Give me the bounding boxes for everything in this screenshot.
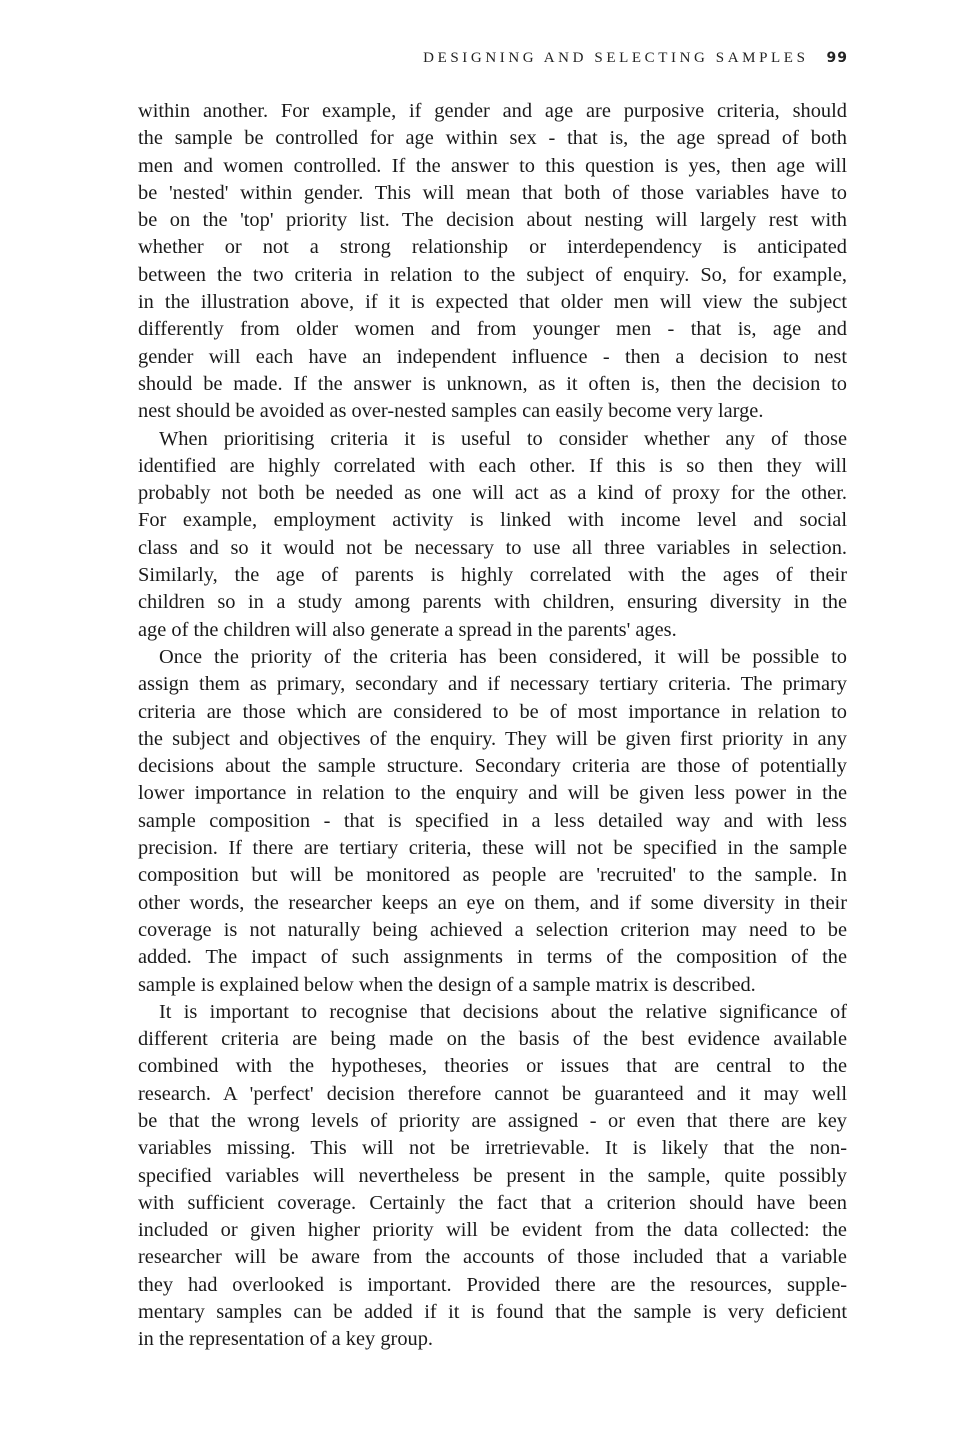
text-line: For example, employment activity is linked with income level and social bbox=[138, 509, 847, 532]
text-line: precision. If there are tertiary criteria, these will not be specified in the sample bbox=[138, 837, 847, 860]
text-line: sample composition - that is specified in a less detailed way and with less bbox=[138, 809, 847, 832]
text-line: researcher will be aware from the accounts of those included that a variable bbox=[138, 1246, 847, 1269]
text-line: between the two criteria in relation to the subject of enquiry. So, for example, bbox=[138, 263, 847, 286]
text-line: class and so it would not be necessary to use all three variables in selection. bbox=[138, 536, 847, 559]
text-line: should be made. If the answer is unknown, as it often is, then the decision to bbox=[138, 372, 847, 395]
text-line: Similarly, the age of parents is highly correlated with the ages of their bbox=[138, 564, 847, 587]
text-line: gender will each have an independent influence - then a decision to nest bbox=[138, 345, 847, 368]
running-head-title: DESIGNING AND SELECTING SAMPLES bbox=[423, 50, 809, 66]
running-head bbox=[423, 50, 848, 67]
text-line: Once the priority of the criteria has been considered, it will be possible to bbox=[159, 645, 847, 668]
text-line: probably not both be needed as one will act as a kind of proxy for the other. bbox=[138, 482, 847, 505]
text-line: age of the children will also generate a spread in the parents' ages. bbox=[138, 618, 677, 641]
text-line: added. The impact of such assignments in terms of the composition of the bbox=[138, 946, 847, 969]
text-line: within another. For example, if gender and age are purposive criteria, should bbox=[138, 100, 847, 122]
paragraph-2 bbox=[138, 426, 847, 644]
text-line: decisions about the sample structure. Secondary criteria are those of potentially bbox=[138, 755, 847, 778]
text-line: men and women controlled. If the answer to this question is yes, then age will bbox=[138, 154, 847, 177]
text-line: composition but will be monitored as people are 'recruited' to the sample. In bbox=[138, 864, 847, 887]
text-line: the sample be controlled for age within sex - that is, the age spread of both bbox=[138, 127, 847, 150]
text-line: whether or not a strong relationship or interdependency is anticipated bbox=[138, 236, 847, 259]
text-line: identified are highly correlated with each other. If this is so then they will bbox=[138, 454, 847, 477]
page-number: 99 bbox=[826, 50, 848, 66]
text-line: lower importance in relation to the enquiry and will be given less power in the bbox=[138, 782, 847, 805]
text-line: specified variables will nevertheless be present in the sample, quite possibly bbox=[138, 1164, 847, 1187]
text-line: be 'nested' within gender. This will mean that both of those variables have to bbox=[138, 181, 847, 204]
text-line: the subject and objectives of the enquiry. They will be given first priority in any bbox=[138, 727, 847, 750]
text-line: criteria are those which are considered to be of most importance in relation to bbox=[138, 700, 847, 723]
text-line: in the representation of a key group. bbox=[138, 1328, 433, 1351]
paragraph-3 bbox=[138, 644, 847, 999]
text-line: included or given higher priority will be evident from the data collected: the bbox=[138, 1219, 847, 1242]
text-line: other words, the researcher keeps an eye on them, and if some diversity in their bbox=[138, 891, 847, 914]
text-line: When prioritising criteria it is useful to consider whether any of those bbox=[159, 427, 847, 450]
text-line: assign them as primary, secondary and if necessary tertiary criteria. The primary bbox=[138, 673, 847, 696]
text-line: mentary samples can be added if it is found that the sample is very deficient bbox=[138, 1301, 847, 1324]
paragraph-4 bbox=[138, 999, 847, 1354]
text-line: coverage is not naturally being achieved a selection criterion may need to be bbox=[138, 918, 847, 941]
text-line: children so in a study among parents with children, ensuring diversity in the bbox=[138, 591, 847, 614]
text-line: different criteria are being made on the basis of the best evidence available bbox=[138, 1028, 847, 1051]
text-line: in the illustration above, if it is expected that older men will view the subject bbox=[138, 291, 847, 314]
paragraph-container bbox=[138, 98, 847, 1354]
body-text bbox=[138, 98, 847, 1354]
text-line: sample is explained below when the design of a sample matrix is described. bbox=[138, 973, 756, 996]
text-line: be that the wrong levels of priority are assigned - or even that there are key bbox=[138, 1109, 847, 1132]
text-line: It is important to recognise that decisions about the relative significance of bbox=[159, 1000, 847, 1023]
text-line: combined with the hypotheses, theories or issues that are central to the bbox=[138, 1055, 847, 1078]
text-line: be on the 'top' priority list. The decision about nesting will largely rest with bbox=[138, 209, 847, 232]
text-line: differently from older women and from younger men - that is, age and bbox=[138, 318, 847, 341]
paragraph-1 bbox=[138, 98, 847, 426]
text-line: they had overlooked is important. Provided there are the resources, supple- bbox=[138, 1273, 847, 1296]
text-line: with sufficient coverage. Certainly the fact that a criterion should have been bbox=[138, 1191, 847, 1214]
text-line: research. A 'perfect' decision therefore cannot be guaranteed and it may well bbox=[138, 1082, 847, 1105]
text-line: nest should be avoided as over-nested samples can easily become very large. bbox=[138, 400, 764, 423]
text-line: variables missing. This will not be irretrievable. It is likely that the non- bbox=[138, 1137, 847, 1160]
